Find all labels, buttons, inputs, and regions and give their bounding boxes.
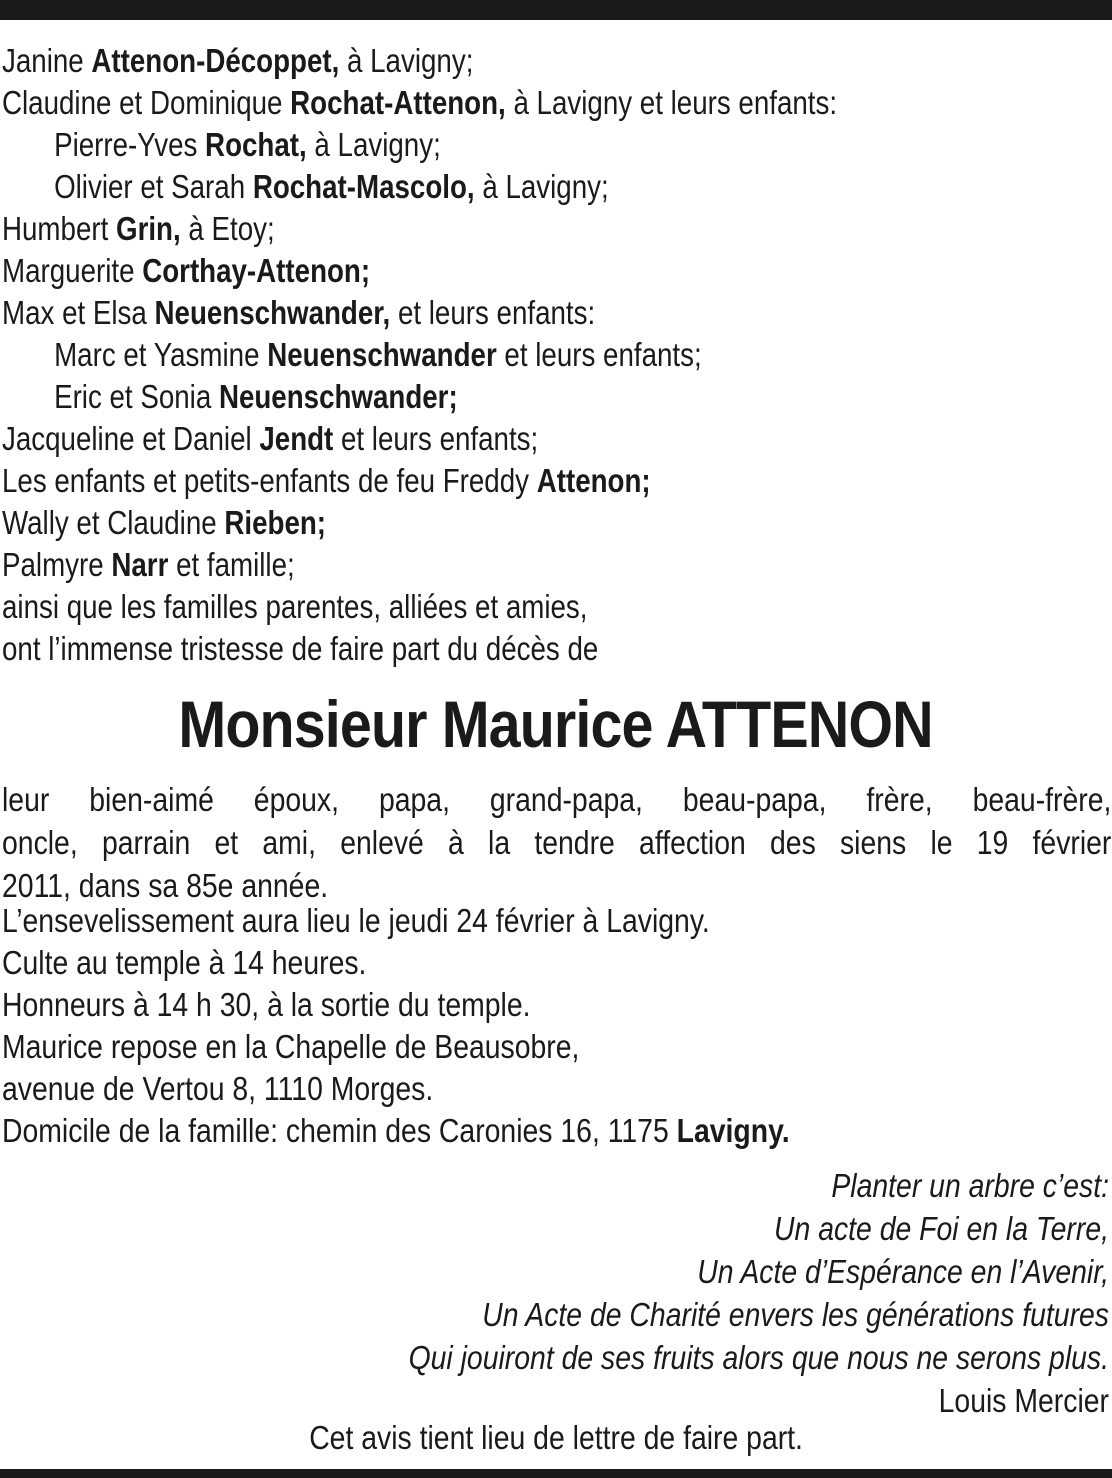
family-line: Humbert Grin, à Etoy;	[2, 210, 275, 247]
funeral-line: avenue de Vertou 8, 1110 Morges.	[2, 1070, 434, 1107]
family-line: Marc et Yasmine Neuenschwander et leurs enfants;	[54, 336, 702, 373]
footer-text: Cet avis tient lieu de lettre de faire part.	[309, 1419, 803, 1456]
family-line: Janine Attenon-Décoppet, à Lavigny;	[2, 42, 474, 79]
poem-line: Planter un arbre c’est:	[831, 1167, 1109, 1204]
funeral-details	[2, 900, 1112, 1152]
funeral-line: Maurice repose en la Chapelle de Beausobre,	[2, 1028, 580, 1065]
footer-note	[0, 1417, 1112, 1459]
top-rule	[0, 0, 1112, 20]
bio-paragraph	[2, 778, 1111, 907]
family-line: Eric et Sonia Neuenschwander;	[54, 378, 458, 415]
family-line: ainsi que les familles parentes, alliées et amies,	[2, 588, 588, 625]
poem-line: Un acte de Foi en la Terre,	[774, 1210, 1109, 1247]
family-line: Marguerite Corthay-Attenon;	[2, 252, 371, 289]
poem-line: Un Acte de Charité envers les générations futures	[482, 1296, 1109, 1333]
funeral-line: Culte au temple à 14 heures.	[2, 944, 367, 981]
bio-line: oncle, parrain et ami, enlevé à la tendre affection des siens le 19 février	[2, 824, 1112, 861]
bottom-rule	[0, 1469, 1112, 1478]
poem-line: Un Acte d’Espérance en l’Avenir,	[697, 1253, 1109, 1290]
deceased-name-heading	[0, 684, 1112, 764]
funeral-line: Honneurs à 14 h 30, à la sortie du temple.	[2, 986, 531, 1023]
poem-line: Qui jouiront de ses fruits alors que nous ne serons plus.	[408, 1339, 1109, 1376]
poem-quote	[0, 1164, 1109, 1422]
poem-author: Louis Mercier	[938, 1382, 1109, 1419]
family-list	[2, 40, 933, 670]
funeral-line: L’ensevelissement aura lieu le jeudi 24 février à Lavigny.	[2, 902, 710, 939]
family-line: Jacqueline et Daniel Jendt et leurs enfants;	[2, 420, 539, 457]
bio-line: 2011, dans sa 85e année.	[2, 867, 329, 904]
deceased-name: Monsieur Maurice ATTENON	[178, 687, 934, 761]
family-line: Claudine et Dominique Rochat-Attenon, à Lavigny et leurs enfants:	[2, 84, 838, 121]
family-line: Les enfants et petits-enfants de feu Freddy Attenon;	[2, 462, 651, 499]
family-line: ont l’immense tristesse de faire part du décès de	[2, 630, 599, 667]
family-line: Wally et Claudine Rieben;	[2, 504, 327, 541]
family-line: Pierre-Yves Rochat, à Lavigny;	[54, 126, 441, 163]
domicile-line: Domicile de la famille: chemin des Caronies 16, 1175 Lavigny.	[2, 1112, 790, 1149]
family-line: Palmyre Narr et famille;	[2, 546, 295, 583]
family-line: Olivier et Sarah Rochat-Mascolo, à Lavigny;	[54, 168, 609, 205]
bio-line: leur bien-aimé époux, papa, grand-papa, beau-papa, frère, beau-frère,	[2, 781, 1112, 818]
family-line: Max et Elsa Neuenschwander, et leurs enfants:	[2, 294, 596, 331]
